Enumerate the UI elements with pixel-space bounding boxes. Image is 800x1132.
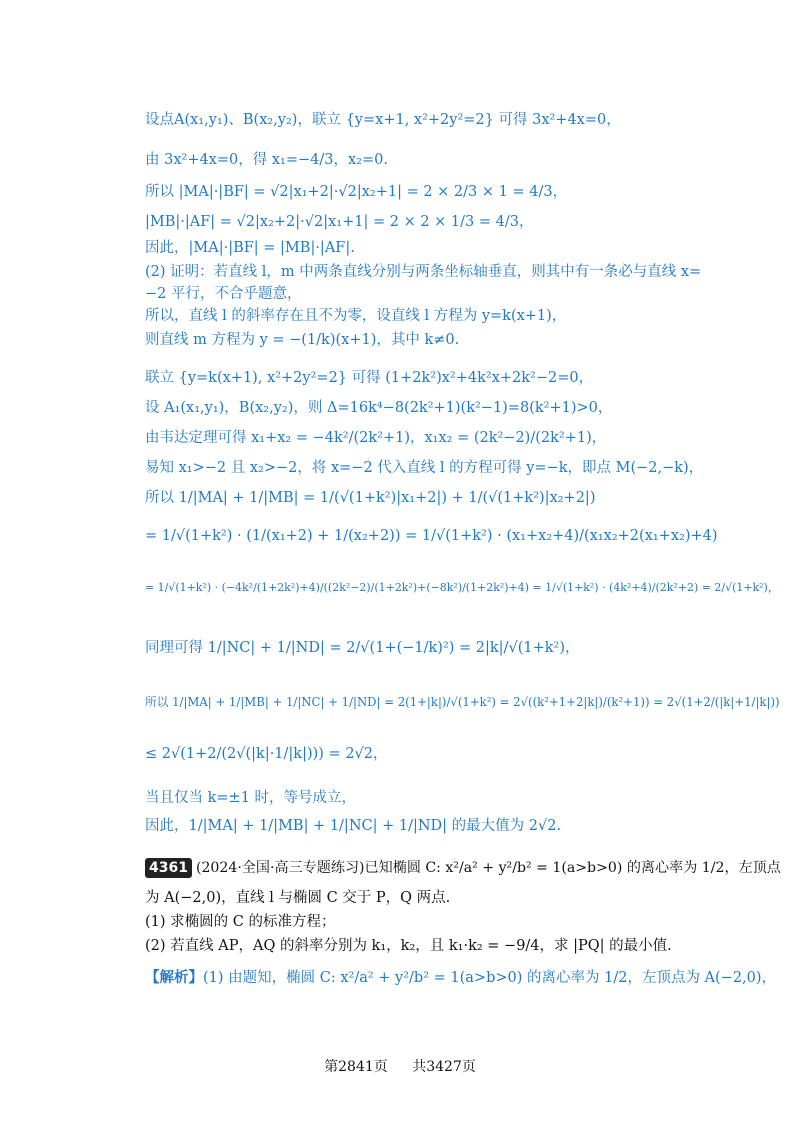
solution-line: 因此，1/|MA| + 1/|MB| + 1/|NC| + 1/|ND| 的最大值为 2√2. bbox=[145, 818, 562, 834]
solution-line: 由 3x²+4x=0，得 x₁=−4/3，x₂=0. bbox=[145, 152, 388, 168]
problem-stem: 已知椭圆 C: x²/a² + y²/b² = 1(a>b>0) 的离心率为 1/2，左顶点 bbox=[364, 860, 781, 876]
solution-line: 由韦达定理可得 x₁+x₂ = −4k²/(2k²+1)，x₁x₂ = (2k²−2)/(2k²+1)， bbox=[145, 430, 607, 446]
problem-line-1 bbox=[145, 858, 781, 878]
solution-line: 所以 1/|MA| + 1/|MB| = 1/(√(1+k²)|x₁+2|) + 1/(√(1+k²)|x₂+2|) bbox=[145, 490, 596, 506]
question-2: (2) 若直线 AP，AQ 的斜率分别为 k₁，k₂，且 k₁·k₂ = −9/4，求 |PQ| 的最小值. bbox=[145, 938, 672, 954]
solution-line: 联立 {y=k(x+1), x²+2y²=2} 可得 (1+2k²)x²+4k²x+2k²−2=0， bbox=[145, 370, 594, 386]
solution-line: = 1/√(1+k²) · (1/(x₁+2) + 1/(x₂+2)) = 1/√(1+k²) · (x₁+x₂+4)/(x₁x₂+2(x₁+x₂)+4) bbox=[145, 528, 718, 544]
solution-line: 所以 |MA|·|BF| = √2|x₁+2|·√2|x₂+1| = 2 × 2/3 × 1 = 4/3， bbox=[145, 184, 568, 200]
page-footer bbox=[0, 1056, 800, 1076]
solution-line: ≤ 2√(1+2/(2√(|k|·1/|k|))) = 2√2， bbox=[145, 746, 388, 762]
problem-line-2: 为 A(−2,0)，直线 l 与椭圆 C 交于 P，Q 两点. bbox=[145, 890, 451, 906]
analysis-tag: 【解析】 bbox=[145, 969, 203, 986]
page-number: 第2841页 bbox=[324, 1059, 388, 1075]
question-1: (1) 求椭圆的 C 的标准方程； bbox=[145, 914, 336, 930]
solution-line: 易知 x₁>−2 且 x₂>−2，将 x=−2 代入直线 l 的方程可得 y=−k，即点 M(−2,−k)， bbox=[145, 460, 704, 476]
solution-line: −2 平行，不合乎题意， bbox=[145, 286, 302, 302]
problem-number-badge: 4361 bbox=[145, 858, 192, 878]
solution-line: 设 A₁(x₁,y₁)，B(x₂,y₂)，则 Δ=16k⁴−8(2k²+1)(k²−1)=8(k²+1)>0， bbox=[145, 400, 613, 416]
solution-line: |MB|·|AF| = √2|x₂+2|·√2|x₁+1| = 2 × 2 × 1/3 = 4/3， bbox=[145, 214, 534, 230]
analysis-text: (1) 由题知，椭圆 C: x²/a² + y²/b² = 1(a>b>0) 的离心率为 1/2，左顶点为 A(−2,0)， bbox=[203, 970, 777, 986]
solution-line: 则直线 m 方程为 y = −(1/k)(x+1)，其中 k≠0. bbox=[145, 332, 460, 348]
solution-line: = 1/√(1+k²) · (−4k²/(1+2k²)+4)/((2k²−2)/(1+2k²)+(−8k²)/(1+2k²)+4) = 1/√(1+k²) · (4k²+4)/(2k²+2) = 2/√(1+k²)， bbox=[145, 581, 779, 594]
solution-line: 设点A(x₁,y₁)、B(x₂,y₂)，联立 {y=x+1, x²+2y²=2} 可得 3x²+4x=0， bbox=[145, 112, 621, 128]
solution-line: (2) 证明：若直线 l，m 中两条直线分别与两条坐标轴垂直，则其中有一条必与直线 x= bbox=[145, 264, 702, 280]
problem-source: (2024·全国·高三专题练习) bbox=[195, 860, 365, 876]
solution-line: 因此，|MA|·|BF| = |MB|·|AF|. bbox=[145, 240, 355, 256]
solution-line: 所以 1/|MA| + 1/|MB| + 1/|NC| + 1/|ND| = 2(1+|k|)/√(1+k²) = 2√((k²+1+2|k|)/(k²+1)) = 2√(1+2/(|k|+1/|k|)) bbox=[145, 695, 780, 709]
solution-line: 同理可得 1/|NC| + 1/|ND| = 2/√(1+(−1/k)²) = 2|k|/√(1+k²)， bbox=[145, 640, 580, 656]
analysis-line bbox=[145, 968, 776, 988]
solution-line: 所以，直线 l 的斜率存在且不为零，设直线 l 方程为 y=k(x+1)， bbox=[145, 308, 567, 324]
page-total: 共3427页 bbox=[412, 1059, 476, 1075]
solution-line: 当且仅当 k=±1 时，等号成立， bbox=[145, 790, 357, 806]
